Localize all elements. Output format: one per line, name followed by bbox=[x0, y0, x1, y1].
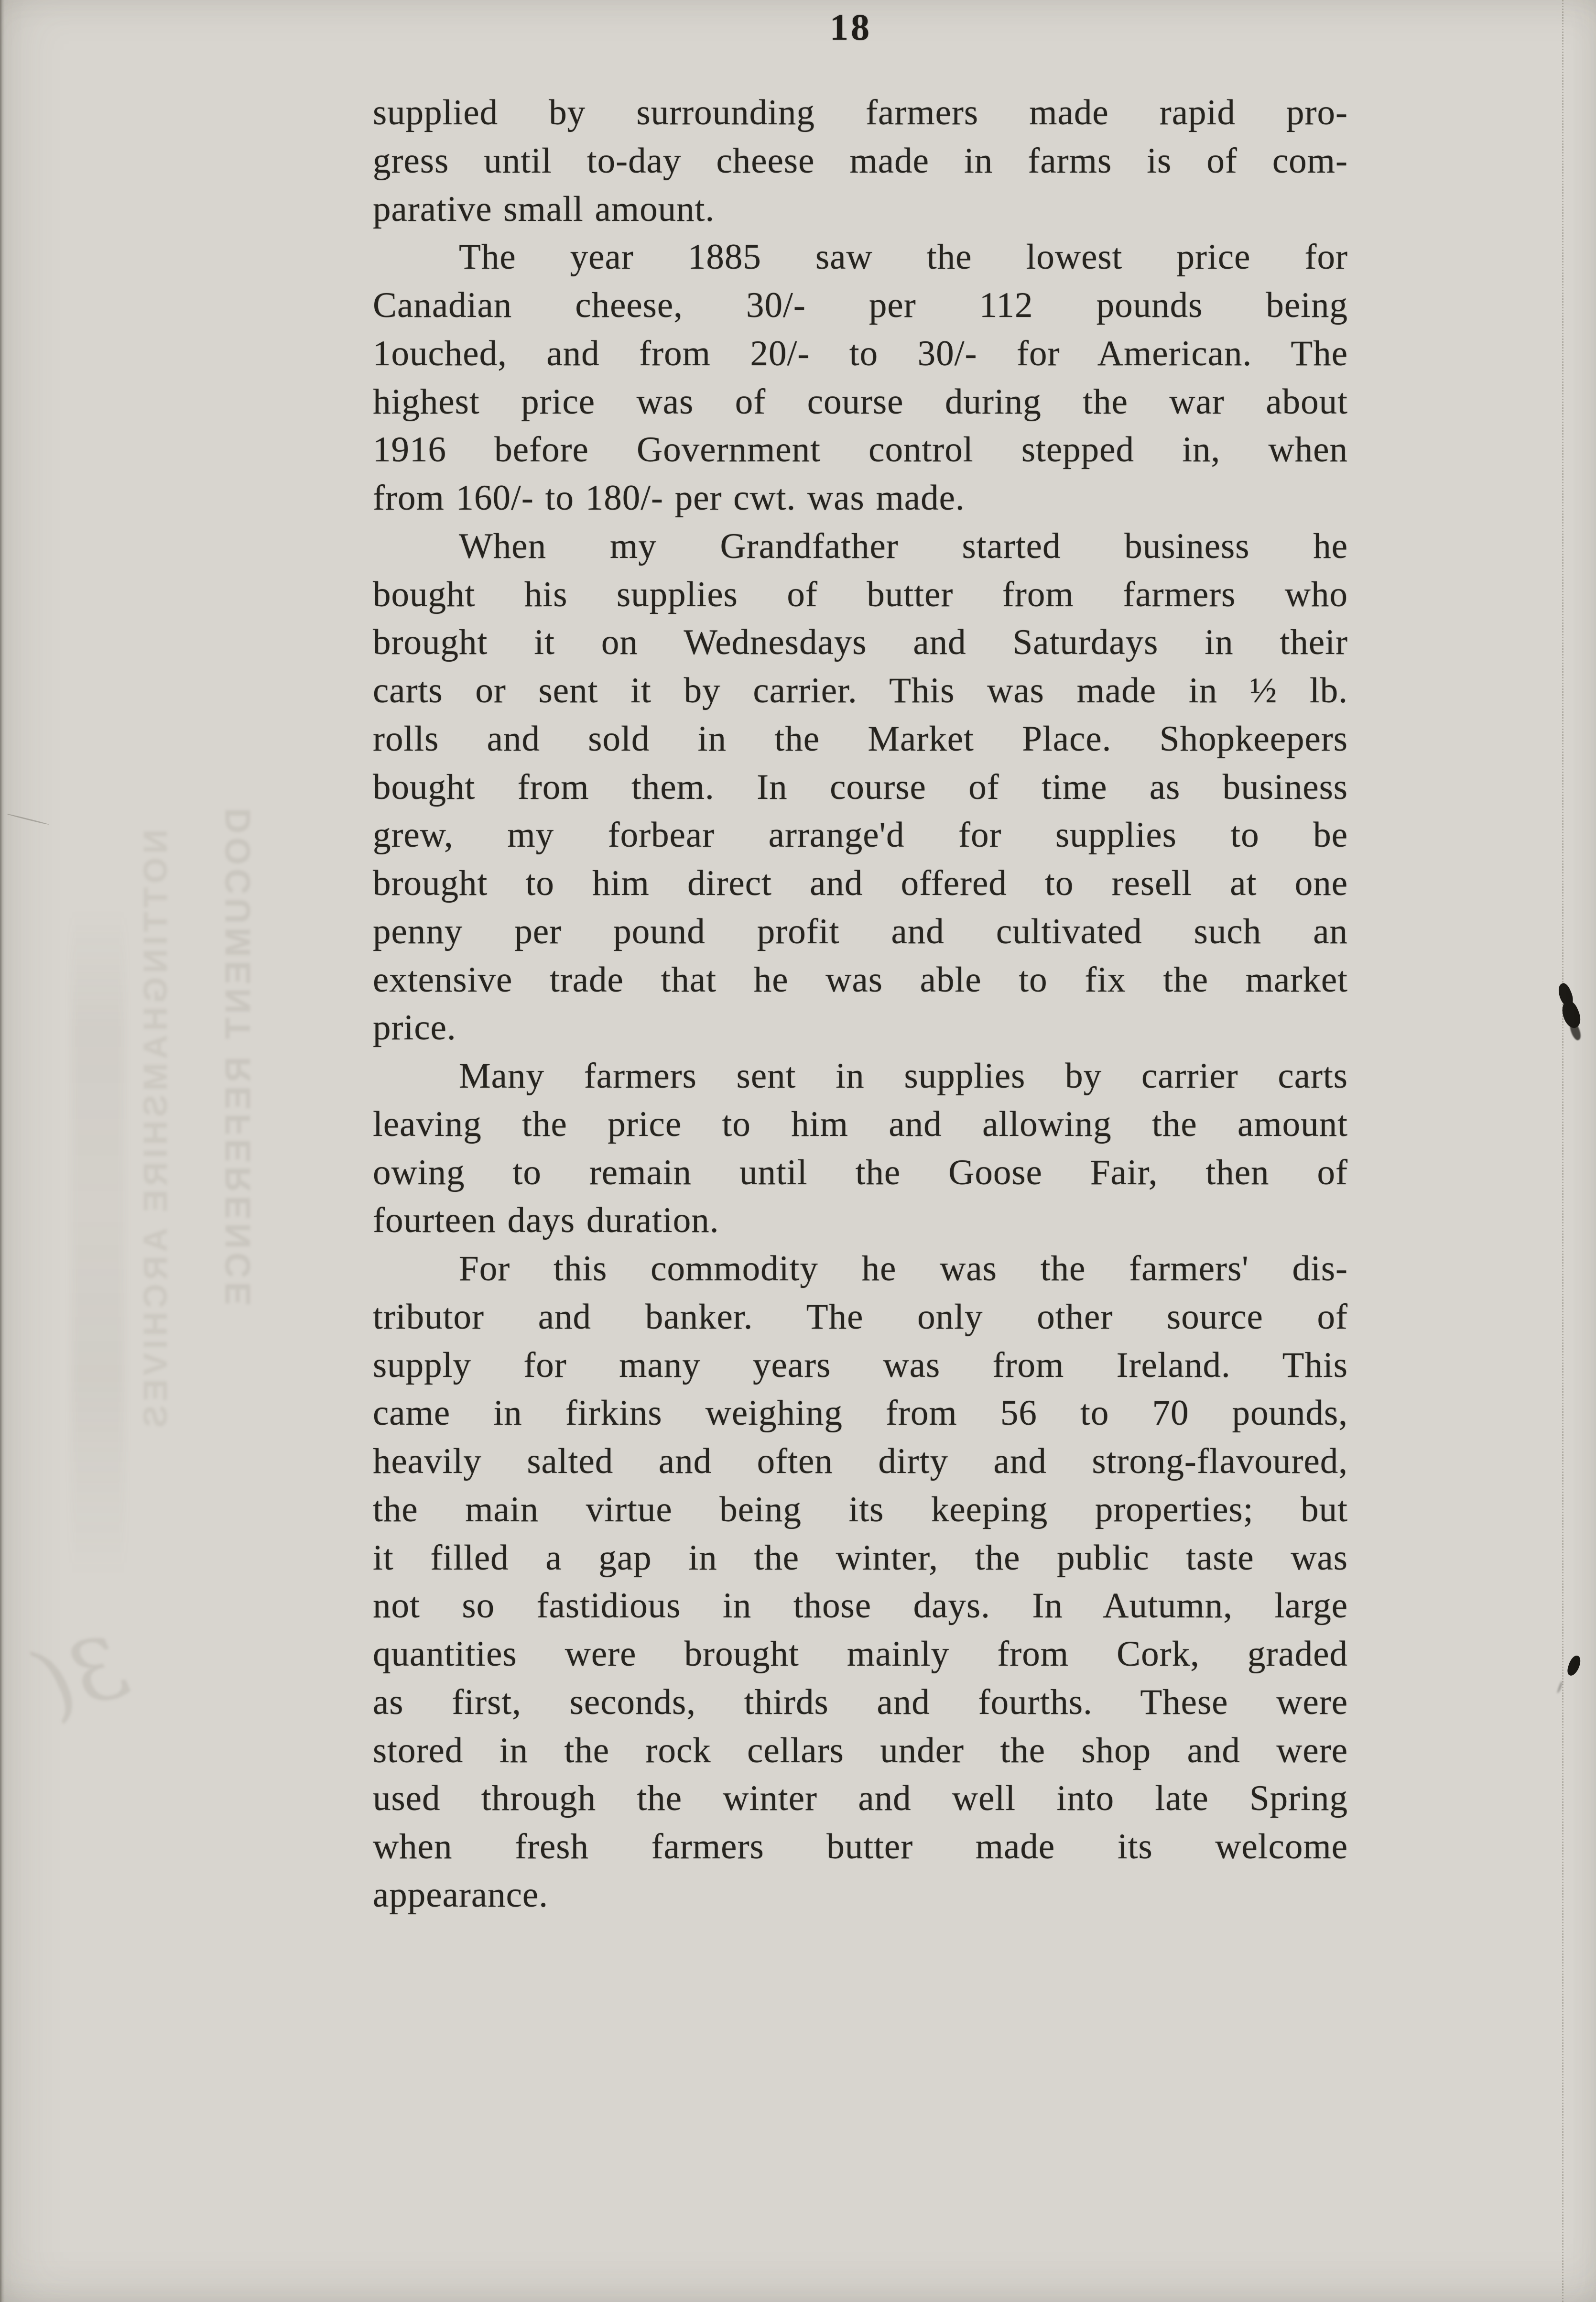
text-line: bought from them. In course of time as business bbox=[373, 767, 1348, 807]
text-line: grew, my forbear arrange'd for supplies to be bbox=[373, 815, 1348, 855]
text-line: gress until to-day cheese made in farms is of com- bbox=[373, 141, 1348, 181]
text-line: bought his supplies of butter from farmers who bbox=[373, 574, 1348, 614]
page-edge-shadow bbox=[0, 0, 5, 2302]
text-line: stored in the rock cellars under the shop and were bbox=[373, 1730, 1348, 1770]
text-line: rolls and sold in the Market Place. Shopkeepers bbox=[373, 719, 1348, 759]
page-number: 18 bbox=[830, 6, 872, 48]
text-line: Canadian cheese, 30/- per 112 pounds being bbox=[373, 285, 1348, 325]
bleedthrough-handwriting-mark: 3( bbox=[27, 1616, 138, 1735]
text-line: quantities were brought mainly from Cork, graded bbox=[373, 1634, 1348, 1674]
text-line: tributor and banker. The only other source of bbox=[373, 1297, 1348, 1337]
text-line: supplied by surrounding farmers made rapid pro- bbox=[373, 93, 1348, 132]
text-line: highest price was of course during the war about bbox=[373, 382, 1348, 422]
text-line: extensive trade that he was able to fix the market bbox=[373, 960, 1348, 1000]
text-line: penny per pound profit and cultivated such an bbox=[373, 911, 1348, 951]
bleedthrough-stamp-line: NOTTINGHAMSHIRE ARCHIVES bbox=[137, 829, 174, 1431]
text-line: when fresh farmers butter made its welcome bbox=[373, 1827, 1348, 1866]
text-line: it filled a gap in the winter, the public taste was bbox=[373, 1538, 1348, 1578]
bleedthrough-smudge bbox=[72, 908, 124, 1578]
text-line: not so fastidious in those days. In Autumn, large bbox=[373, 1586, 1348, 1626]
text-line: For this commodity he was the farmers' dis- bbox=[459, 1249, 1348, 1288]
text-line: carts or sent it by carrier. This was made in ½ lb. bbox=[373, 671, 1348, 710]
text-line: price. bbox=[373, 1008, 456, 1048]
text-line: leaving the price to him and allowing the amount bbox=[373, 1104, 1348, 1144]
text-line: supply for many years was from Ireland. This bbox=[373, 1345, 1348, 1385]
text-line: When my Grandfather started business he bbox=[459, 526, 1348, 566]
text-line: fourteen days duration. bbox=[373, 1200, 719, 1241]
text-line: used through the winter and well into late Spring bbox=[373, 1778, 1348, 1819]
scan-fold-line bbox=[1562, 0, 1563, 2302]
text-line: brought it on Wednesdays and Saturdays in their bbox=[373, 622, 1348, 663]
text-line: heavily salted and often dirty and strong-flavoured, bbox=[373, 1441, 1348, 1481]
ink-blot bbox=[1566, 1654, 1583, 1678]
text-line: as first, seconds, thirds and fourths. These were bbox=[373, 1682, 1348, 1722]
text-line: Many farmers sent in supplies by carrier carts bbox=[459, 1056, 1348, 1096]
text-line: the main virtue being its keeping properties; but bbox=[373, 1489, 1348, 1529]
text-line: came in firkins weighing from 56 to 70 pounds, bbox=[373, 1393, 1348, 1433]
text-line: The year 1885 saw the lowest price for bbox=[459, 237, 1348, 277]
text-line: owing to remain until the Goose Fair, then of bbox=[373, 1152, 1348, 1192]
scratch-mark bbox=[6, 813, 49, 825]
text-line: 1ouched, and from 20/- to 30/- for American. The bbox=[373, 333, 1348, 373]
text-line: parative small amount. bbox=[373, 189, 715, 229]
text-line: 1916 before Government control stepped in, when bbox=[373, 430, 1348, 470]
text-line: brought to him direct and offered to resell at one bbox=[373, 863, 1348, 903]
body-text-block bbox=[373, 89, 1348, 1920]
text-line: from 160/- to 180/- per cwt. was made. bbox=[373, 478, 965, 518]
text-line: appearance. bbox=[373, 1875, 548, 1915]
bleedthrough-stamp-line: DOCUMENT REFERENCE bbox=[218, 808, 258, 1309]
